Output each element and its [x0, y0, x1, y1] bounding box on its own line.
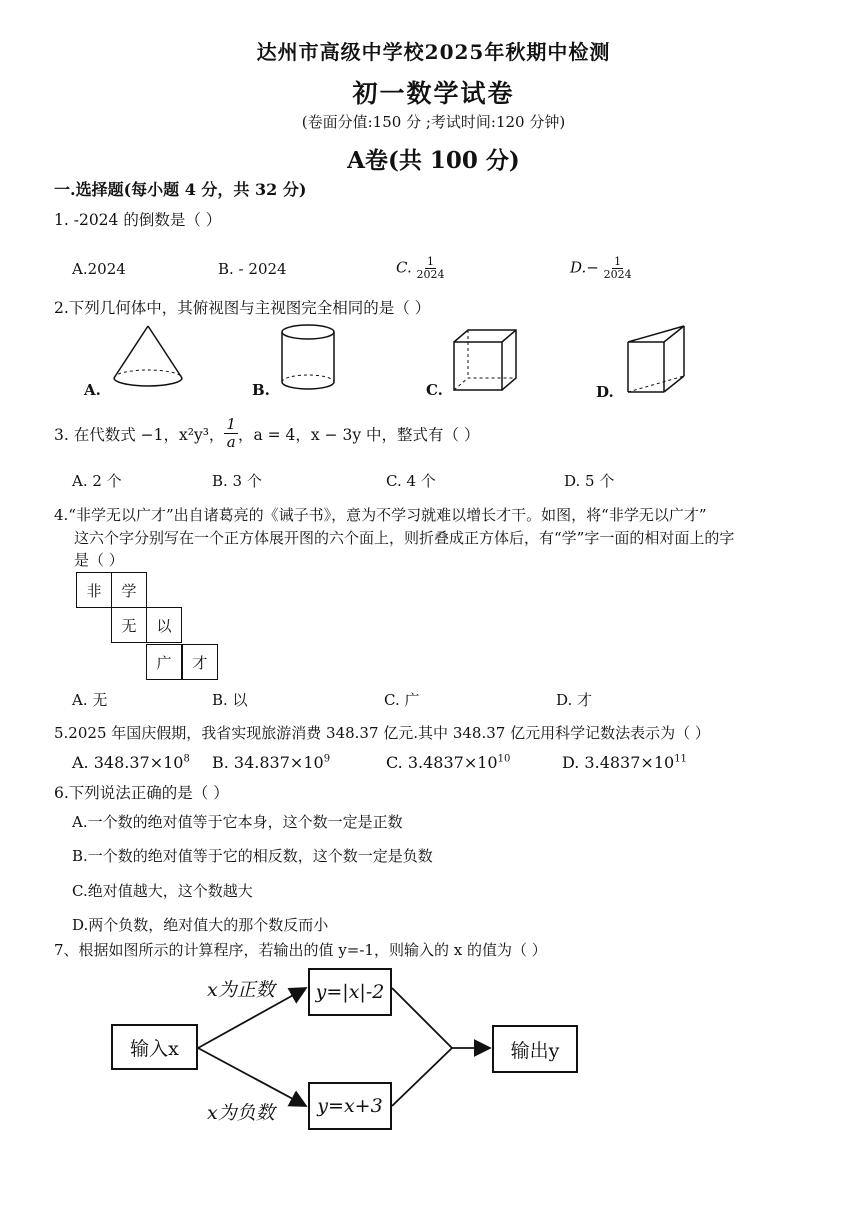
q2-option-b: B. [252, 381, 270, 399]
cylinder-figure [278, 322, 338, 394]
q1-option-a: A.2024 [72, 260, 126, 278]
q2-option-a: A. [84, 381, 101, 399]
q4-option-c: C. 广 [384, 691, 420, 709]
q1-option-b: B. - 2024 [218, 260, 287, 278]
q3-option-d: D. 5 个 [564, 472, 615, 490]
q1-d-denominator: 2024 [603, 268, 632, 281]
q3-option-c: C. 4 个 [386, 472, 436, 490]
q1-option-c-prefix: C. [396, 258, 412, 277]
q4-option-a: A. 无 [72, 691, 108, 709]
q5-b-exponent: 9 [323, 753, 331, 765]
q5-stem: 5.2025 年国庆假期，我省实现旅游消费 348.37 亿元.其中 348.37 亿元用科学记数法表示为（ ） [54, 724, 710, 742]
q1-c-denominator: 2024 [416, 268, 445, 281]
net-cell-5: 广 [146, 644, 182, 680]
exam-info: (卷面分值:150 分 ;考试时间:120 分钟) [301, 113, 566, 131]
q3-frac-numerator: 1 [226, 415, 236, 433]
q6-stem: 6.下列说法正确的是（ ） [54, 784, 229, 802]
q5-a-base: A. 348.37×10 [72, 753, 184, 772]
q5-option-a [72, 753, 190, 772]
q1-d-numerator: 1 [614, 255, 622, 268]
q5-option-c [386, 753, 510, 772]
paper-a-title: A卷(共 100 分) [347, 147, 520, 174]
q6-option-c: C.绝对值越大，这个数越大 [72, 882, 253, 900]
exam-school-title: 达州市高级中学校2025年秋期中检测 [256, 40, 611, 64]
q1-option-d-prefix: D.− [570, 258, 599, 277]
q2-option-c: C. [426, 381, 443, 399]
exam-subject-title: 初一数学试卷 [352, 79, 515, 108]
cone-figure [108, 322, 188, 392]
q5-d-base: D. 3.4837×10 [562, 753, 675, 772]
q1-option-d [570, 256, 632, 281]
q7-stem: 7、根据如图所示的计算程序，若输出的值 y=-1，则输入的 x 的值为（ ） [54, 941, 547, 959]
q3-option-b: B. 3 个 [212, 472, 262, 490]
q5-a-exponent: 8 [183, 753, 190, 765]
q1-option-c [396, 256, 445, 281]
flow-positive-label: x为正数 [207, 979, 275, 1001]
q1-option-d-fraction [604, 256, 632, 281]
q6-option-a: A.一个数的绝对值等于它本身，这个数一定是正数 [72, 813, 403, 831]
q2-option-d: D. [596, 383, 614, 401]
q2-stem: 2.下列几何体中，其俯视图与主视图完全相同的是（ ） [54, 299, 431, 317]
q3-frac-denominator: a [226, 433, 236, 451]
net-cell-6: 才 [182, 644, 218, 680]
q5-b-base: B. 34.837×10 [212, 753, 324, 772]
q3-stem [54, 416, 479, 451]
q4-option-b: B. 以 [212, 691, 248, 709]
flow-negative-label: x为负数 [207, 1102, 275, 1124]
q5-option-b [212, 753, 330, 772]
section-choice-title: 一.选择题(每小题 4 分，共 32 分) [54, 180, 307, 199]
q1-stem: 1. -2024 的倒数是（ ） [54, 211, 222, 229]
q5-c-exponent: 10 [497, 753, 511, 765]
q6-option-b: B.一个数的绝对值等于它的相反数，这个数一定是负数 [72, 847, 433, 865]
q3-stem-pre: 3. 在代数式 −1，x²y³， [54, 425, 225, 444]
q4-line-3: 是（ ） [74, 551, 124, 569]
flow-negative-formula-box: y=x+3 [308, 1082, 392, 1130]
triangular-prism-figure [624, 322, 692, 396]
q3-option-a: A. 2 个 [72, 472, 122, 490]
q5-d-exponent: 11 [674, 753, 687, 765]
flow-output-box: 输出y [492, 1025, 578, 1073]
net-cell-2: 学 [111, 572, 147, 608]
q6-option-d: D.两个负数，绝对值大的那个数反而小 [72, 916, 329, 934]
flow-positive-formula-box: y=|x|-2 [308, 968, 392, 1016]
q5-option-d [562, 753, 687, 772]
cube-figure [452, 328, 520, 394]
q3-stem-post: ，a = 4，x − 3y 中，整式有（ ） [237, 425, 480, 444]
net-cell-4: 以 [146, 607, 182, 643]
q4-line-2: 这六个字分别写在一个正方体展开图的六个面上，则折叠成正方体后，有“学”字一面的相对面上的字 [74, 529, 735, 547]
net-cell-1: 非 [76, 572, 112, 608]
flow-input-box: 输入x [111, 1024, 198, 1070]
q1-c-numerator: 1 [427, 255, 434, 268]
net-cell-3: 无 [111, 607, 147, 643]
q3-fraction [224, 416, 238, 451]
q4-option-d: D. 才 [556, 691, 593, 709]
q5-c-base: C. 3.4837×10 [386, 753, 498, 772]
q1-option-c-fraction [417, 256, 445, 281]
q4-line-1: 4.“非学无以广才”出自诸葛亮的《诫子书》，意为不学习就难以增长才干。如图，将“非学无以广才” [54, 506, 707, 524]
